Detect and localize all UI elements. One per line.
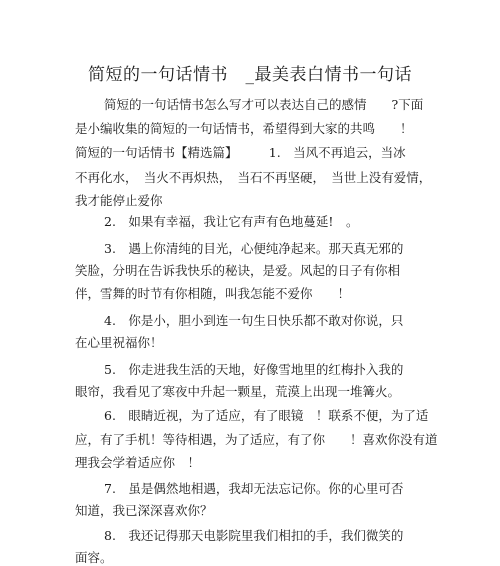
paragraph-line: 眼帘，我看见了寒夜中升起一颗星，荒漠上出现一堆篝火。: [75, 384, 401, 399]
paragraph-line: 理我会学着适应你 ！: [75, 455, 201, 470]
paragraph-line: 面容。: [75, 550, 113, 565]
paragraph-line: 5. 你走进我生活的天地，好像雪地里的红梅扑入我的: [104, 362, 404, 377]
paragraph-line: 简短的一句话情书【精选篇】 1. 当风不再追云，当冰: [75, 145, 406, 160]
paragraph-line: 在心里祝福你！: [75, 335, 163, 350]
paragraph-line: 不再化水， 当火不再炽热， 当石不再坚硬， 当世上没有爱情，: [75, 170, 432, 185]
paragraph-line: 笑脸，分明在告诉我快乐的秘诀，是爱。风起的日子有你相: [75, 263, 401, 278]
paragraph-line: 简短的一句话情书怎么写才可以表达自己的感情 ?下面: [104, 97, 424, 112]
paragraph-line: 6. 眼睛近视，为了适应，有了眼镜 ！联系不便，为了适: [104, 408, 429, 423]
paragraph-line: 是小编收集的简短的一句话情书，希望得到大家的共鸣 ！: [75, 121, 413, 136]
document-title: 简短的一句话情书 _最美表白情书一句话: [88, 65, 412, 85]
paragraph-line: 8. 我还记得那天电影院里我们相扣的手，我们微笑的: [104, 528, 404, 543]
paragraph-line: 2. 如果有幸福，我让它有声有色地蔓延! 。: [104, 214, 359, 229]
paragraph-line: 知道，我已深深喜欢你？: [75, 503, 213, 518]
paragraph-line: 伴，雪舞的时节有你相随，叫我怎能不爱你 ！: [75, 286, 351, 301]
paragraph-line: 4. 你是小，胆小到连一句生日快乐都不敢对你说，只: [104, 313, 404, 328]
paragraph-line: 7. 虽是偶然地相遇，我却无法忘记你。你的心里可否: [104, 481, 404, 496]
paragraph-line: 3. 遇上你清纯的目光，心便纯净起来。那天真无邪的: [104, 241, 404, 256]
paragraph-line: 应，有了手机！等待相遇，为了适应，有了你 ！喜欢你没有道: [75, 432, 438, 447]
paragraph-line: 我才能停止爱你: [75, 193, 163, 208]
